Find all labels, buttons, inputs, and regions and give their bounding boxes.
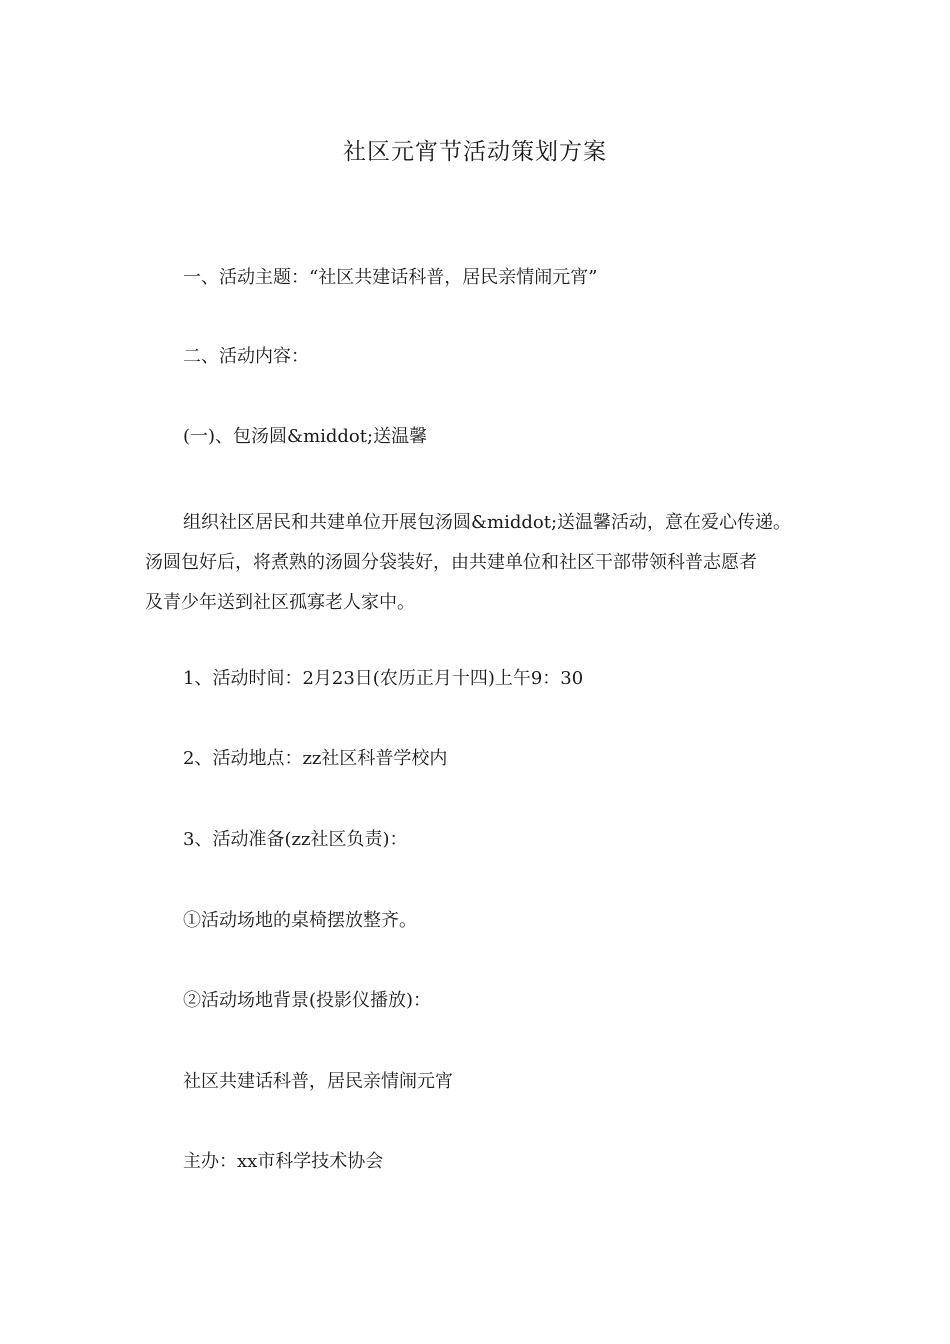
- document-title: 社区元宵节活动策划方案: [343, 139, 607, 165]
- activity-preparation-item: 3、活动准备(zz社区负责)：: [183, 829, 408, 850]
- section-one-paragraph: [145, 503, 825, 623]
- preparation-step-2: ②活动场地背景(投影仪播放)：: [183, 990, 432, 1011]
- activity-content-heading: 二、活动内容：: [183, 346, 309, 367]
- background-slogan: 社区共建话科普，居民亲情闹元宵: [183, 1071, 453, 1092]
- activity-time-item: 1、活动时间：2月23日(农历正月十四)上午9：30: [183, 668, 584, 689]
- preparation-step-1: ①活动场地的桌椅摆放整齐。: [183, 910, 417, 931]
- organizer-line: 主办：xx市科学技术协会: [183, 1151, 384, 1172]
- paragraph-line: 汤圆包好后，将煮熟的汤圆分袋装好，由共建单位和社区干部带领科普志愿者: [145, 552, 757, 573]
- paragraph-line: 组织社区居民和共建单位开展包汤圆&middot;送温馨活动，意在爱心传递。: [183, 512, 792, 533]
- section-one-heading: (一)、包汤圆&middot;送温馨: [183, 426, 428, 447]
- paragraph-line: 及青少年送到社区孤寡老人家中。: [145, 592, 415, 613]
- activity-theme-line: 一、活动主题：“社区共建话科普，居民亲情闹元宵”: [183, 267, 598, 288]
- activity-location-item: 2、活动地点：zz社区科普学校内: [183, 748, 448, 769]
